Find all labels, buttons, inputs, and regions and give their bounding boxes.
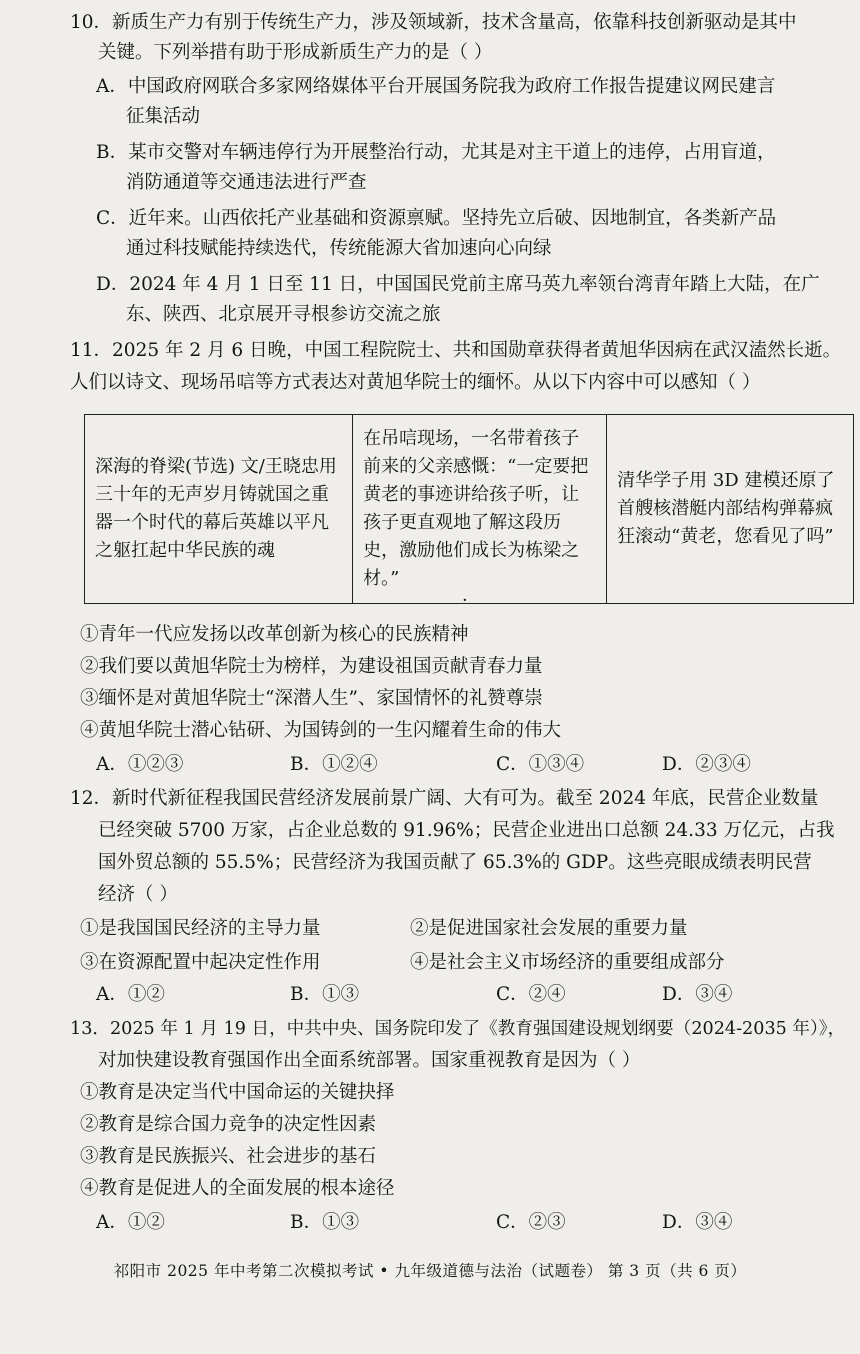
q12-statement-1: ①是我国国民经济的主导力量 (80, 918, 321, 939)
q10-option-c-line1: C．近年来。山西依托产业基础和资源禀赋。坚持先立后破、因地制宜，各类新产品 (96, 208, 777, 229)
q10-option-b-line1: B．某市交警对车辆违停行为开展整治行动，尤其是对主干道上的违停，占用盲道， (96, 142, 776, 163)
q12-statement-3: ③在资源配置中起决定性作用 (80, 952, 321, 973)
q11-statement-4: ④黄旭华院士潜心钻研、为国铸剑的一生闪耀着生命的伟大 (80, 720, 562, 741)
page-footer: 祁阳市 2025 年中考第二次模拟考试 • 九年级道德与法治（试题卷） 第 3 页（共 6 页） (113, 1262, 747, 1280)
q10-option-d-line2: 东、陕西、北京展开寻根参访交流之旅 (126, 304, 441, 325)
q11-poem-cell: 深海的脊梁(节选) 文/王晓忠用三十年的无声岁月铸就国之重器一个时代的幕后英雄以平凡之躯扛起中华民族的魂 (85, 415, 353, 604)
q10-stem-line2: 关键。下列举措有助于形成新质生产力的是（ ） (98, 42, 493, 63)
q11-choice-d: D．②③④ (662, 754, 751, 775)
q11-stem-line2: 人们以诗文、现场吊唁等方式表达对黄旭华院士的缅怀。从以下内容中可以感知（ ） (70, 372, 761, 393)
q12-statement-4: ④是社会主义市场经济的重要组成部分 (410, 952, 725, 973)
q11-father-quote-cell: 在吊唁现场，一名带着孩子前来的父亲感慨：“一定要把黄老的事迹讲给孩子听，让孩子更直观地了解这段历史，激励他们成长为栋梁之材。” (353, 415, 607, 604)
q10-option-a-line1: A．中国政府网联合多家网络媒体平台开展国务院我为政府工作报告提建议网民建言 (96, 76, 776, 97)
decorative-dot: · (462, 590, 468, 611)
q11-choice-b: B．①②④ (290, 754, 378, 775)
q13-choice-b: B．①③ (290, 1212, 360, 1233)
q12-stem-line3: 国外贸总额的 55.5%；民营经济为我国贡献了 65.3%的 GDP。这些亮眼成绩表明民营 (98, 852, 812, 873)
q12-choice-c: C．②④ (496, 984, 566, 1005)
q11-choice-c: C．①③④ (496, 754, 585, 775)
q12-choice-a: A．①② (96, 984, 165, 1005)
q11-statement-2: ②我们要以黄旭华院士为榜样，为建设祖国贡献青春力量 (80, 656, 543, 677)
q12-stem-line4: 经济（ ） (98, 884, 178, 905)
q13-statement-2: ②教育是综合国力竞争的决定性因素 (80, 1114, 377, 1135)
q11-stem-line1: 11．2025 年 2 月 6 日晚，中国工程院院士、共和国勋章获得者黄旭华因病在武汉溘然长逝。 (70, 340, 842, 361)
q11-choice-a: A．①②③ (96, 754, 184, 775)
q10-option-a-line2: 征集活动 (126, 106, 201, 127)
q13-stem-line1: 13．2025 年 1 月 19 日，中共中央、国务院印发了《教育强国建设规划纲要（2024-2035 年）》， (70, 1019, 846, 1039)
q11-material-table (84, 414, 854, 604)
q12-choice-b: B．①③ (290, 984, 360, 1005)
q12-stem-line1: 12．新时代新征程我国民营经济发展前景广阔、大有可为。截至 2024 年底，民营企业数量 (70, 788, 819, 809)
q12-stem-line2: 已经突破 5700 万家，占企业总数的 91.96%；民营企业进出口总额 24.33 万亿元，占我 (98, 820, 835, 841)
q11-tsinghua-cell: 清华学子用 3D 建模还原了首艘核潜艇内部结构弹幕疯狂滚动“黄老，您看见了吗” (607, 415, 854, 604)
q10-stem-line1: 10．新质生产力有别于传统生产力，涉及领域新，技术含量高，依靠科技创新驱动是其中 (70, 12, 797, 33)
q13-choice-c: C．②③ (496, 1212, 566, 1233)
q13-statement-3: ③教育是民族振兴、社会进步的基石 (80, 1146, 377, 1167)
q13-choice-d: D．③④ (662, 1212, 733, 1233)
q13-choice-a: A．①② (96, 1212, 165, 1233)
q10-option-d-line1: D．2024 年 4 月 1 日至 11 日，中国国民党前主席马英九率领台湾青年踏上大陆，在广 (96, 274, 820, 295)
q12-statement-2: ②是促进国家社会发展的重要力量 (410, 918, 688, 939)
q10-option-c-line2: 通过科技赋能持续迭代，传统能源大省加速向心向绿 (126, 238, 552, 259)
q10-option-b-line2: 消防通道等交通违法进行严查 (126, 172, 367, 193)
q12-choice-d: D．③④ (662, 984, 733, 1005)
q13-stem-line2: 对加快建设教育强国作出全面系统部署。国家重视教育是因为（ ） (98, 1050, 641, 1071)
q13-statement-1: ①教育是决定当代中国命运的关键抉择 (80, 1082, 395, 1103)
q13-statement-4: ④教育是促进人的全面发展的根本途径 (80, 1178, 395, 1199)
q11-statement-1: ①青年一代应发扬以改革创新为核心的民族精神 (80, 624, 469, 645)
q11-statement-3: ③缅怀是对黄旭华院士“深潜人生”、家国情怀的礼赞尊崇 (80, 688, 543, 709)
